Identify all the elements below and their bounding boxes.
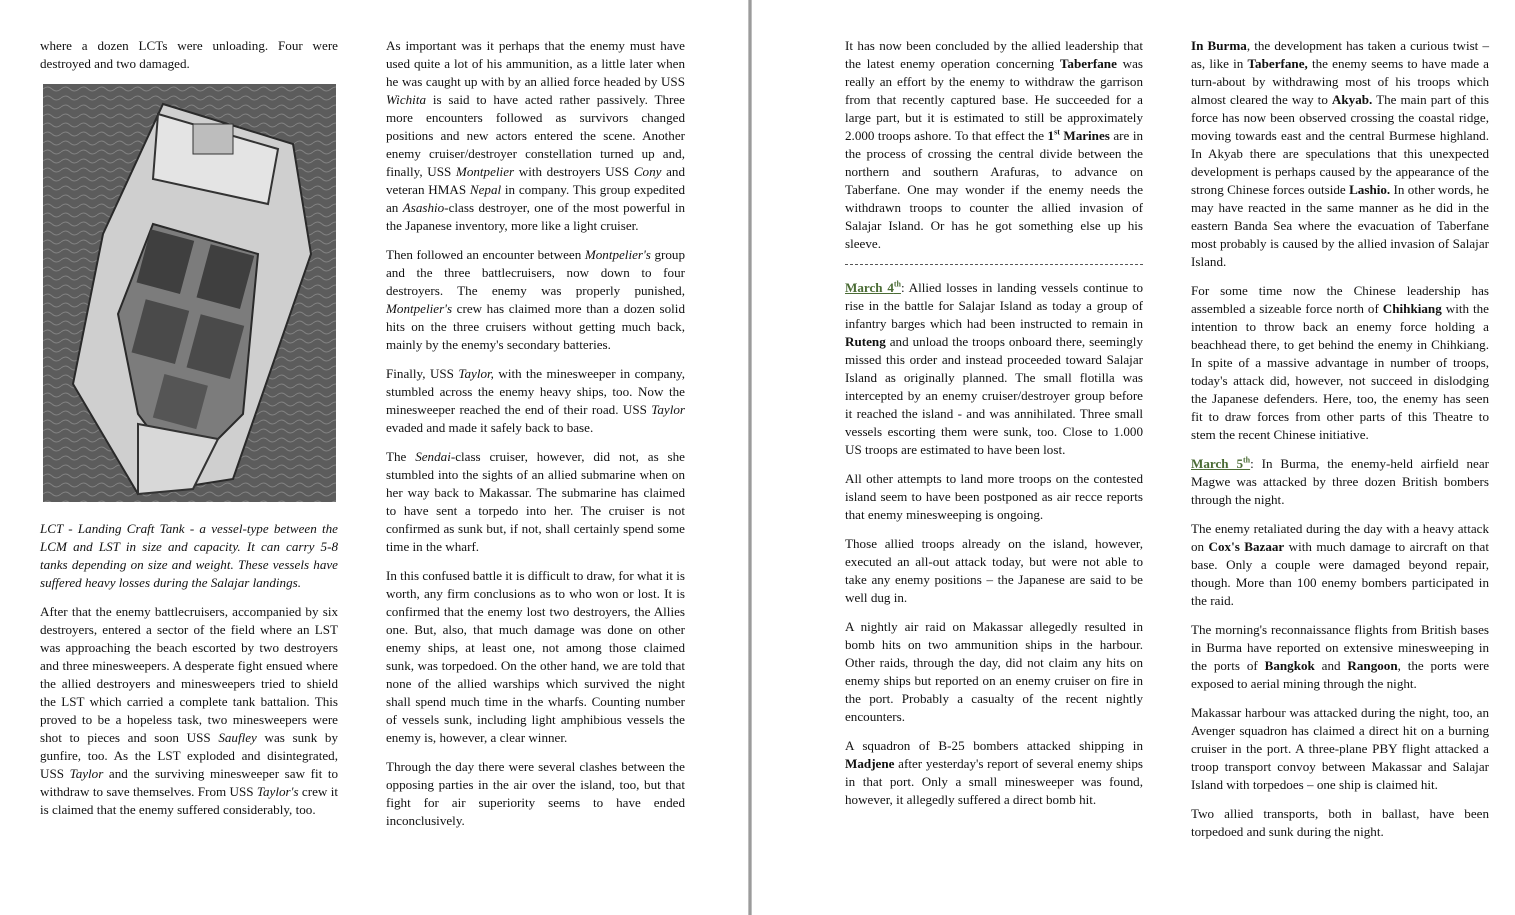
paragraph: A squadron of B-25 bombers attacked shipping in Madjene after yesterday's report of several enemy ships in that port. Only a small minesweeper was found, however, it allegedly suffered a direct bomb hit. xyxy=(845,738,1143,807)
paragraph: After that the enemy battlecruisers, accompanied by six destroyers, entered a sector of the field where an LST was approaching the beach escorted by two destroyers and three minesweepers. A desperate fight ensued where the allied destroyers and minesweepers tried to shield the LST which carried a complete tank battalion. This proved to be a hopeless task, two minesweepers were shot to pieces and soon USS Saufley was sunk by gunfire, too. As the LST exploded and disintegrated, USS Taylor and the surviving minesweeper saw fit to withdraw to save themselves. From USS Taylor's crew it is claimed that the enemy suffered considerably, too. xyxy=(40,604,339,817)
paragraph: In this confused battle it is difficult to draw, for what it is worth, any firm conclusions as to who won or lost. It is confirmed that the enemy lost two destroyers, the Allies one. But, also, that much damage was done on other enemy ships, at least one, not among those claimed sunk, was torpedoed. On the other hand, we are told that none of the allied warships which survived the night shall spend much time in the wharfs. Counting number of vessels sunk, including light amphibious vessels the enemy is, however, a clear winner. xyxy=(386,568,685,745)
paragraph: Makassar harbour was attacked during the night, too, an Avenger squadron has claimed a direct hit on a burning cruiser in the port. A three-plane PBY flight attacked a troop transport convoy between Makassar and Salajar Island with torpedoes – one ship is claimed hit. xyxy=(1191,705,1489,792)
column-1 xyxy=(40,37,338,830)
section-divider xyxy=(845,264,1143,265)
paragraph: All other attempts to land more troops on the contested island seem to have been postponed as air recce reports that enemy minesweeping is ongoing. xyxy=(845,471,1143,522)
paragraph: The Sendai-class cruiser, however, did not, as she stumbled into the sights of an allied submarine when on her way back to Makassar. The submarine has claimed to have sent a torpedo into her. The cruiser is not confirmed as sunk but, if not, shall certainly spend some time in the wharf. xyxy=(386,449,685,554)
paragraph: In Burma, the development has taken a curious twist – as, like in Taberfane, the enemy seems to have made a turn-about by withdrawing most of his troops which almost cleared the way to Akyab. The main part of this force has now been observed crossing the coastal ridge, moving towards east and the central Burmese highland. In Akyab there are speculations that this unexpected development is perhaps caused by the appearance of the strong Chinese forces outside Lashio. In other words, he may have reacted in the same manner as he did in the eastern Banda Sea where the evacuation of Taberfane most probably is caused by the allied invasion of Salajar Island. xyxy=(1191,38,1490,269)
date-heading: March 5th xyxy=(1191,455,1251,471)
photo-caption: LCT - Landing Craft Tank - a vessel-type between the LCM and LST in size and capacity. It can carry 5-8 tanks depending on size and weight. These vessels have suffered heavy losses during the Salajar landings. xyxy=(40,521,338,590)
paragraph: Through the day there were several clashes between the opposing parties in the air over the island, too, but that fight for air superiority seems to have ended inconclusively. xyxy=(386,759,685,828)
paragraph: Then followed an encounter between Montpelier's group and the three battlecruisers, now down to four destroyers. The enemy was properly punished, Montpelier's crew has claimed more than a dozen solid hits on the three cruisers without getting much back, mainly by the enemy's secondary batteries. xyxy=(386,247,685,352)
paragraph: Finally, USS Taylor, with the minesweeper in company, stumbled across the enemy heavy ships, too. Now the minesweeper reached the end of their road. USS Taylor evaded and made it safely back to base. xyxy=(386,366,685,435)
column-4 xyxy=(1191,37,1489,852)
paragraph: It has now been concluded by the allied leadership that the latest enemy operation concerning Taberfane was really an effort by the enemy to withdraw the garrison from that recently captured base. He succeeded for a large part, but it is estimated to still be approximately 2.000 troops ashore. To that effect the 1st Marines are in the process of crossing the central divide between the northern and southern Arafuras, to advance on Taberfane. One may wonder if the enemy needs the withdrawn troops to counter the allied invasion of Salajar Island. Or has he got something else up his sleeve. xyxy=(845,38,1144,251)
lct-photo xyxy=(43,84,336,502)
paragraph: For some time now the Chinese leadership has assembled a sizeable force north of Chihkiang with the intention to throw back an enemy force holding a beachhead there, to get behind the enemy in Chihkiang. In spite of a massive advantage in number of troops, today's attack did, however, not succeed in dislodging the Japanese defenders. Here, too, the enemy has seen fit to draw forces from other parts of this Theatre to stem the recent Chinese initiative. xyxy=(1191,283,1489,442)
paragraph: where a dozen LCTs were unloading. Four were destroyed and two damaged. xyxy=(40,38,338,71)
right-page xyxy=(752,0,1515,915)
paragraph: March 4th: Allied losses in landing vessels continue to rise in the battle for Salajar Island as today a group of infantry barges which had been instructed to remain in Ruteng and unload the troops onboard there, seemingly missed this order and instead proceeded toward Salajar Island as originally planned. The small flotilla was intercepted by an enemy cruiser/destroyer group before it reached the island - and was annihilated. Three small vessels escorting them were sunk, too. Close to 1.000 US troops are estimated to have been lost. xyxy=(845,279,1143,457)
paragraph: Two allied transports, both in ballast, have been torpedoed and sunk during the night. xyxy=(1191,806,1489,839)
paragraph: The morning's reconnaissance flights from British bases in Burma have reported on extensive minesweeping in the ports of Bangkok and Rangoon, the ports were exposed to aerial mining through the night. xyxy=(1191,622,1490,691)
left-page xyxy=(0,0,748,915)
paragraph: Those allied troops already on the island, however, executed an all-out attack today, but were not able to take any enemy positions – the Japanese are said to be well dug in. xyxy=(845,536,1143,605)
lct-photo-image xyxy=(43,84,336,502)
paragraph: A nightly air raid on Makassar allegedly resulted in bomb hits on two ammunition ships in the harbour. Other raids, through the day, did not claim any hits on enemy ships but reported on an enemy cruiser on fire in the port. Probably a casualty of the recent nightly encounters. xyxy=(845,619,1143,724)
paragraph: The enemy retaliated during the day with a heavy attack on Cox's Bazaar with much damage to aircraft on that base. Only a couple were damaged beyond repair, though. More than 100 enemy bombers participated in the raid. xyxy=(1191,521,1490,608)
paragraph: As important was it perhaps that the enemy must have used quite a lot of his ammunition, as a little later when he was caught up with by an allied force headed by USS Wichita is said to have acted rather passively. Three more encounters followed as survivors changed positions and new actors entered the scene. Another enemy cruiser/destroyer constellation turned up and, finally, USS Montpelier with destroyers USS Cony and veteran HMAS Nepal in company. This group expedited an Asashio-class destroyer, one of the most powerful in the Japanese inventory, more like a light cruiser. xyxy=(386,38,686,233)
column-2 xyxy=(386,37,685,841)
column-3 xyxy=(845,37,1143,820)
date-heading: March 4th xyxy=(845,279,901,295)
paragraph: March 5th: In Burma, the enemy-held airfield near Magwe was attacked by three dozen British bombers through the night. xyxy=(1191,455,1489,507)
